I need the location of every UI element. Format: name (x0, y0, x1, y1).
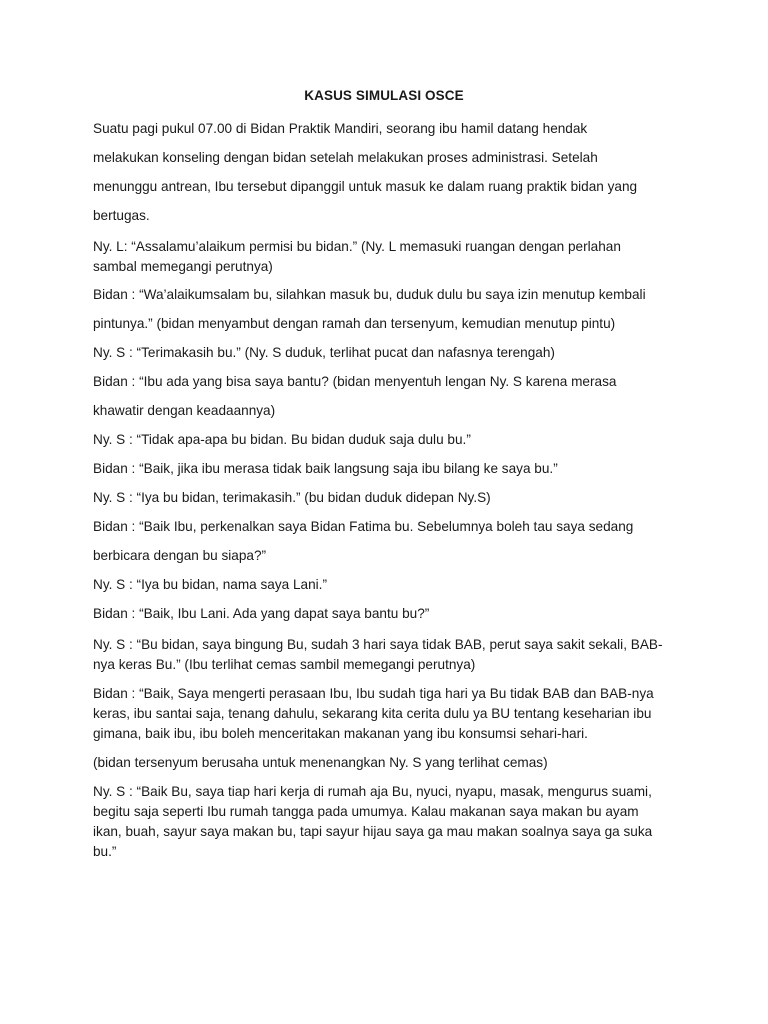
paragraph-narration: (bidan tersenyum berusaha untuk menenangkan Ny. S yang terlihat cemas) (93, 755, 548, 770)
paragraph-dialogue: Ny. S : “Bu bidan, saya bingung Bu, sudah 3 hari saya tidak BAB, perut saya sakit sekali, BAB- nya keras Bu.” (Ibu terlihat cemas sambil memegangi perutnya) (93, 637, 663, 672)
paragraph-dialogue: Bidan : “Baik, Ibu Lani. Ada yang dapat saya bantu bu?” (93, 606, 430, 621)
paragraph-dialogue: Bidan : “Ibu ada yang bisa saya bantu? (bidan menyentuh lengan Ny. S karena merasa khawatir dengan keadaannya) (93, 374, 617, 418)
paragraph-dialogue: Ny. S : “Iya bu bidan, nama saya Lani.” (93, 577, 327, 592)
paragraph-dialogue: Bidan : “Baik, Saya mengerti perasaan Ibu, Ibu sudah tiga hari ya Bu tidak BAB dan BAB-nya keras, ibu santai saja, tenang dahulu, sekarang kita cerita dulu ya BU tentang keseharian ibu gimana, baik ibu, ibu boleh menceritakan makanan yang ibu konsumsi sehari-hari. (93, 686, 654, 741)
paragraph-dialogue: Ny. S : “Iya bu bidan, terimakasih.” (bu bidan duduk didepan Ny.S) (93, 490, 491, 505)
paragraph-dialogue: Ny. L: “Assalamu’alaikum permisi bu bidan.” (Ny. L memasuki ruangan dengan perlahan sambal memegangi perutnya) (93, 239, 621, 274)
paragraph-dialogue: Bidan : “Baik Ibu, perkenalkan saya Bidan Fatima bu. Sebelumnya boleh tau saya sedang berbicara dengan bu siapa?” (93, 519, 634, 563)
document-title: KASUS SIMULASI OSCE (304, 88, 464, 103)
paragraph-dialogue: Ny. S : “Baik Bu, saya tiap hari kerja di rumah aja Bu, nyuci, nyapu, masak, mengurus suami, begitu saja seperti Ibu rumah tangga pada umumya. Kalau makanan saya makan bu ayam ikan, buah, sayur saya makan bu, tapi sayur hijau saya ga mau makan soalnya saya ga suka bu.” (93, 784, 653, 859)
paragraph-dialogue: Ny. S : “Tidak apa-apa bu bidan. Bu bidan duduk saja dulu bu.” (93, 432, 471, 447)
paragraph-intro: Suatu pagi pukul 07.00 di Bidan Praktik Mandiri, seorang ibu hamil datang hendak melakukan konseling dengan bidan setelah melakukan proses administrasi. Setelah menunggu antrean, Ibu tersebut dipanggil untuk masuk ke dalam ruang praktik bidan yang bertugas. (93, 121, 638, 223)
paragraph-dialogue: Bidan : “Wa’alaikumsalam bu, silahkan masuk bu, duduk dulu bu saya izin menutup kembali pintunya.” (bidan menyambut dengan ramah dan tersenyum, kemudian menutup pintu) (93, 287, 646, 331)
paragraph-dialogue: Ny. S : “Terimakasih bu.” (Ny. S duduk, terlihat pucat dan nafasnya terengah) (93, 345, 555, 360)
paragraph-dialogue: Bidan : “Baik, jika ibu merasa tidak baik langsung saja ibu bilang ke saya bu.” (93, 461, 558, 476)
document-body (93, 114, 683, 862)
